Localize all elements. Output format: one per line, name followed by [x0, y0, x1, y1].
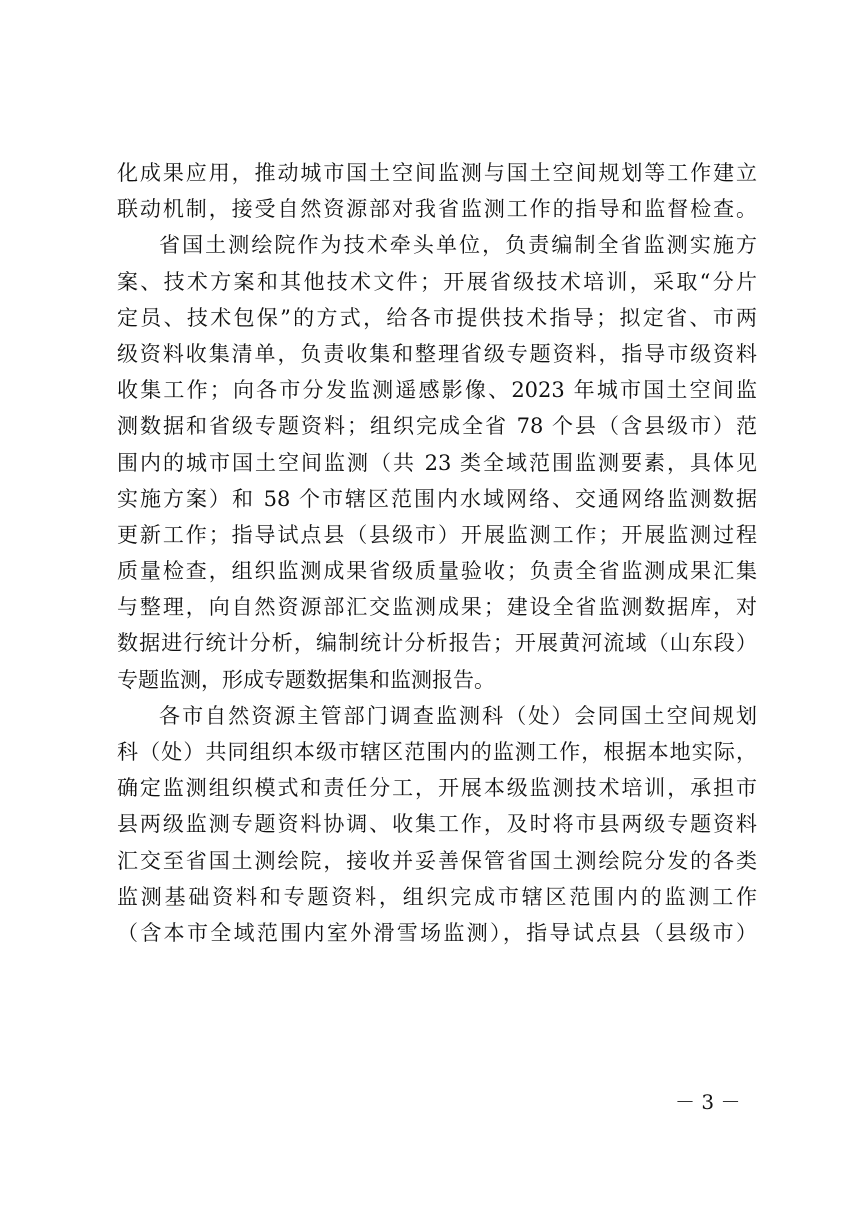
text-line: 实施方案）和 58 个市辖区范围内水域网络、交通网络监测数据 [117, 486, 757, 511]
text-line: 确定监测组织模式和责任分工，开展本级监测技术培训，承担市 [117, 776, 757, 801]
text-line: 县两级监测专题资料协调、收集工作，及时将市县两级专题资料 [117, 812, 757, 837]
body-text [117, 155, 757, 951]
text-line: 联动机制，接受自然资源部对我省监测工作的指导和监督检查。 [117, 197, 757, 222]
text-line: 更新工作；指导试点县（县级市）开展监测工作；开展监测过程 [117, 522, 757, 547]
text-line: 数据进行统计分析，编制统计分析报告；开展黄河流域（山东段） [117, 631, 757, 656]
text-line: 质量检查，组织监测成果省级质量验收；负责全省监测成果汇集 [117, 559, 757, 584]
text-line: 化成果应用，推动城市国土空间监测与国土空间规划等工作建立 [117, 161, 757, 185]
text-line: 测数据和省级专题资料；组织完成全省 78 个县（含县级市）范 [117, 414, 757, 439]
text-line: 监测基础资料和专题资料，组织完成市辖区范围内的监测工作 [117, 884, 757, 909]
paragraph-end-line: 专题监测，形成专题数据集和监测报告。 [117, 667, 495, 692]
text-line: 科（处）共同组织本级市辖区范围内的监测工作，根据本地实际， [117, 740, 757, 764]
text-line: 与整理，向自然资源部汇交监测成果；建设全省监测数据库，对 [117, 595, 757, 620]
text-line: 定员、技术包保”的方式，给各市提供技术指导；拟定省、市两 [117, 305, 757, 330]
text-line: 案、技术方案和其他技术文件；开展省级技术培训，采取“分片 [117, 269, 757, 294]
paragraph-start-line: 各市自然资源主管部门调查监测科（处）会同国土空间规划 [159, 703, 757, 728]
text-line: 收集工作；向各市分发监测遥感影像、2023 年城市国土空间监 [117, 378, 757, 403]
page-number: － 3 － [675, 1090, 741, 1114]
text-line: 级资料收集清单，负责收集和整理省级专题资料，指导市级资料 [117, 341, 757, 366]
text-line: （含本市全域范围内室外滑雪场监测），指导试点县（县级市） [117, 920, 757, 945]
paragraph-start-line: 省国土测绘院作为技术牵头单位，负责编制全省监测实施方 [159, 233, 757, 258]
text-line: 汇交至省国土测绘院，接收并妥善保管省国土测绘院分发的各类 [117, 848, 757, 873]
text-line: 围内的城市国土空间监测（共 23 类全域范围监测要素，具体见 [117, 450, 757, 475]
